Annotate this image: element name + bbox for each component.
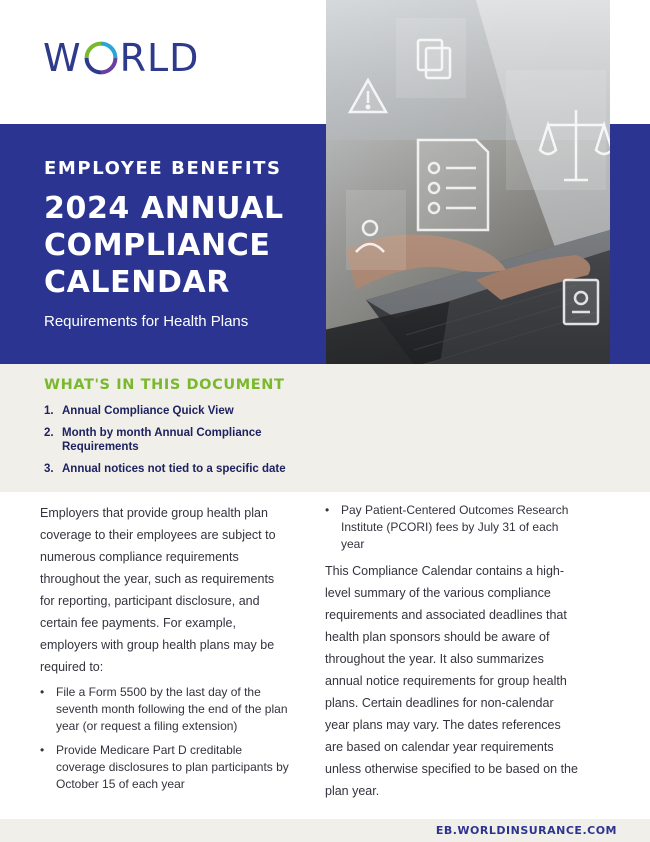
list-item	[44, 404, 314, 418]
logo-letters-rld: RLD	[119, 36, 200, 80]
requirements-list	[40, 684, 290, 793]
contents-heading: WHAT'S IN THIS DOCUMENT	[44, 377, 285, 393]
hero-photo	[326, 0, 610, 408]
list-item-number: 1.	[44, 405, 54, 417]
list-item	[44, 462, 314, 476]
hero-text-block	[44, 158, 324, 331]
list-item-text: Month by month Annual Compliance Requirements	[62, 427, 262, 453]
footer-bar	[0, 819, 650, 842]
checklist-document-icon	[418, 140, 488, 230]
page-title: 2024 ANNUAL COMPLIANCE CALENDAR	[44, 191, 284, 300]
list-item	[44, 426, 314, 454]
world-logo	[43, 38, 199, 78]
intro-paragraph: Employers that provide group health plan coverage to their employees are subject to numerous compliance requirements throughout the year, such as requirements for reporting, participant disclosure, and certain fee payments. For example, employers with group health plans may be required to:	[40, 506, 276, 674]
certificate-icon	[564, 280, 598, 324]
list-item: • File a Form 5500 by the last day of the seventh month following the end of the plan year (or request a filing extension)	[40, 684, 290, 735]
list-item-number: 2.	[44, 427, 54, 439]
list-item-number: 3.	[44, 463, 54, 475]
body-left-column	[40, 502, 290, 800]
list-item: • Provide Medicare Part D creditable coverage disclosures to plan participants by October 15 of each year	[40, 742, 290, 793]
requirements-list-continued	[325, 502, 580, 553]
summary-paragraph: This Compliance Calendar contains a high-level summary of the various compliance requirements and associated deadlines that health plan sponsors should be aware of throughout the year. It also summarizes annual notice requirements for group health plans. Certain deadlines for non-calendar year plans may vary. The dates references are based on calendar year requirements unless otherwise specified to be based on the plan year.	[325, 564, 578, 798]
list-item-text: Annual notices not tied to a specific date	[62, 463, 286, 475]
footer-website-link[interactable]: EB.WORLDINSURANCE.COM	[435, 824, 617, 837]
list-item: • Pay Patient-Centered Outcomes Research Institute (PCORI) fees by July 31 of each year	[325, 502, 580, 553]
body-right-column	[325, 502, 580, 802]
list-item-text: Annual Compliance Quick View	[62, 405, 234, 417]
laptop-photo-illustration	[326, 0, 610, 408]
hero-eyebrow: EMPLOYEE BENEFITS	[44, 158, 282, 179]
hero-subtitle: Requirements for Health Plans	[44, 313, 249, 330]
logo-letter-w: W	[43, 36, 82, 80]
contents-list	[44, 404, 314, 484]
logo-ring-icon	[83, 40, 119, 76]
